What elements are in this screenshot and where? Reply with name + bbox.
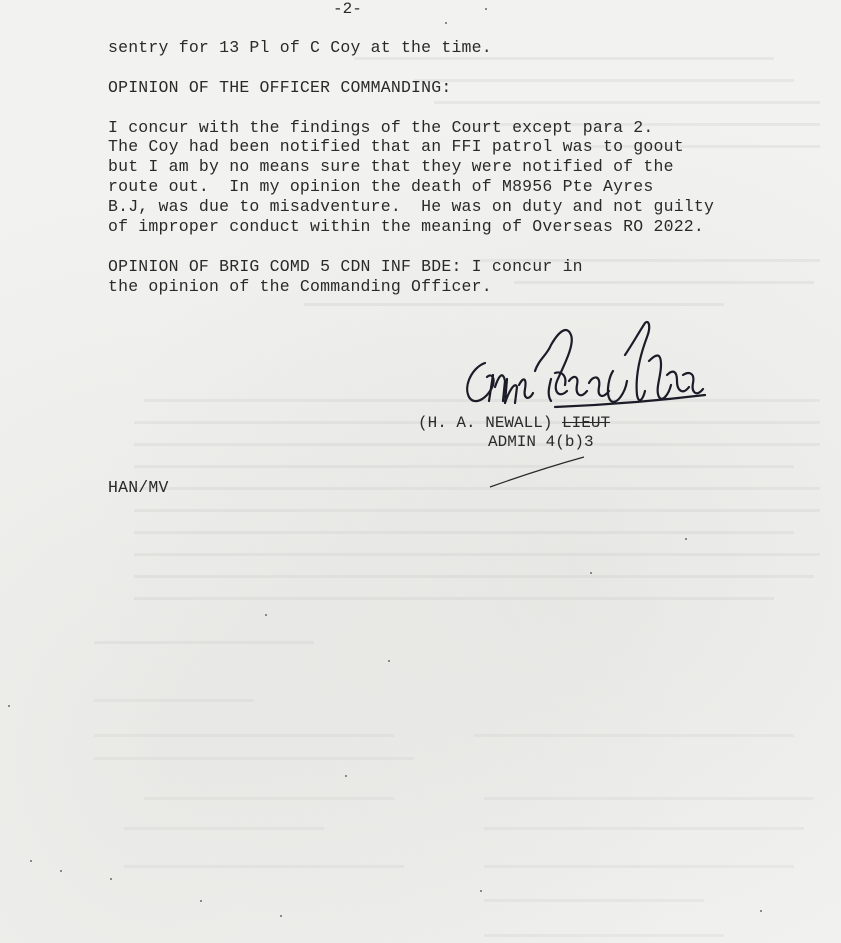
bleed-through-lower bbox=[60, 360, 820, 940]
text-line-4: The Coy had been notified that an FFI patrol was to goout bbox=[108, 137, 684, 156]
dust-speck bbox=[485, 8, 487, 10]
text-line-7: B.J, was due to misadventure. He was on duty and not guilty bbox=[108, 197, 715, 216]
signatory-name-line bbox=[418, 414, 610, 432]
signatory-name: (H. A. NEWALL) bbox=[418, 414, 553, 432]
dust-speck bbox=[388, 660, 390, 662]
dust-speck bbox=[345, 775, 347, 777]
text-line-1: sentry for 13 Pl of C Coy at the time. bbox=[108, 38, 492, 57]
signatory-rank: LIEUT bbox=[562, 414, 611, 432]
text-line-10: the opinion of the Commanding Officer. bbox=[108, 277, 492, 296]
dust-speck bbox=[8, 705, 10, 707]
text-line-5: but I am by no means sure that they were notified of the bbox=[108, 157, 674, 176]
dust-speck bbox=[760, 910, 762, 912]
reference-initials: HAN/MV bbox=[108, 478, 169, 497]
dust-speck bbox=[265, 614, 267, 616]
pen-stroke-mark bbox=[488, 455, 588, 495]
dust-speck bbox=[590, 572, 592, 574]
dust-speck bbox=[30, 860, 32, 862]
dust-speck bbox=[480, 890, 482, 892]
handwritten-signature bbox=[455, 315, 710, 425]
dust-speck bbox=[445, 22, 447, 24]
signatory-appointment: ADMIN 4(b)3 bbox=[488, 433, 594, 451]
dust-speck bbox=[685, 538, 687, 540]
bleed-through-texture-lower bbox=[94, 379, 820, 940]
opinion-brig-heading: OPINION OF BRIG COMD 5 CDN INF BDE: I concur in bbox=[108, 257, 583, 276]
dust-speck bbox=[280, 915, 282, 917]
page-number: -2- bbox=[333, 0, 362, 18]
text-line-8: of improper conduct within the meaning of Overseas RO 2022. bbox=[108, 217, 704, 236]
text-line-3: I concur with the findings of the Court except para 2. bbox=[108, 118, 654, 137]
dust-speck bbox=[60, 870, 62, 872]
opinion-oc-heading: OPINION OF THE OFFICER COMMANDING: bbox=[108, 78, 452, 97]
dust-speck bbox=[200, 900, 202, 902]
text-line-6: route out. In my opinion the death of M8956 Pte Ayres bbox=[108, 177, 654, 196]
dust-speck bbox=[110, 878, 112, 880]
